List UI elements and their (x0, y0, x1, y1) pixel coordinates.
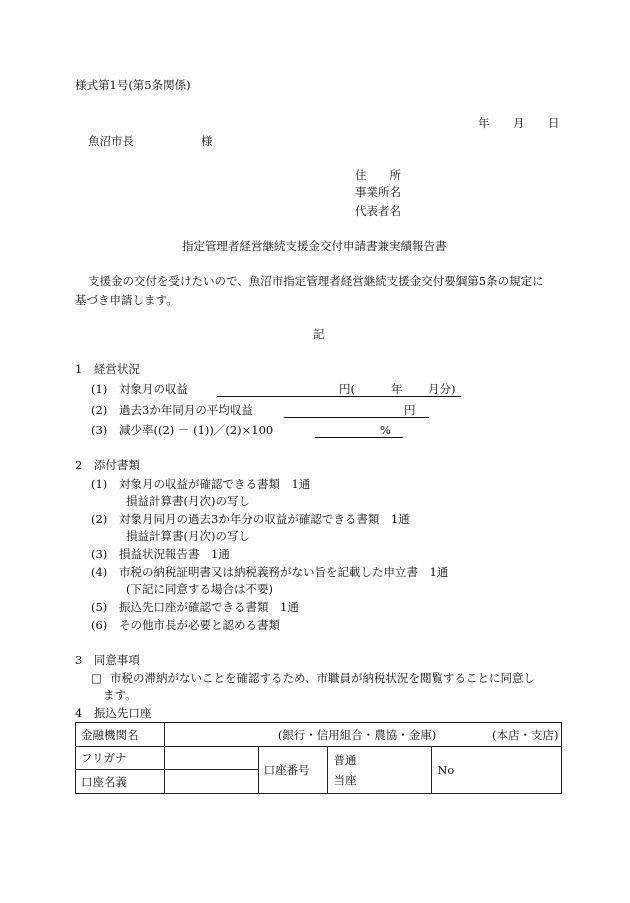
branch-types-text: (本店・支店) (491, 727, 559, 742)
section2-item-sub: 損益計算書(月次)の写し (126, 529, 250, 543)
section1-item2-label: 過去3か年同月の平均収益 (119, 403, 253, 417)
account-type-current: 当座 (333, 773, 357, 787)
date-day-label: 日 (548, 116, 560, 130)
section1-item1-label: 対象月の収益 (119, 382, 188, 396)
furigana-label: フリガナ (76, 747, 165, 770)
section2-item-sub: 損益計算書(月次)の写し (126, 494, 250, 508)
consent-text-line-2: ます。 (103, 688, 137, 702)
consent-text-line-1: 市税の滞納がないことを確認するため、市職員が納税状況を閲覧することに同意し (110, 671, 536, 685)
bank-account-table (75, 722, 562, 794)
section4-heading: 4 振込先口座 (75, 706, 152, 720)
section2-item-text: その他市長が必要と認める書類 (119, 618, 280, 632)
consent-checkbox[interactable]: □ (91, 671, 102, 685)
section1-item3-unit: % (380, 423, 391, 437)
section2-item-text: 振込先口座が確認できる書類 1通 (119, 600, 299, 614)
section1-item2-unit: 円 (404, 403, 416, 417)
intro-line-2: 基づき申請します。 (75, 293, 178, 307)
addressee-honorific: 様 (201, 134, 213, 148)
addressee-name: 魚沼市長 (88, 134, 134, 148)
section1-item3-number: (3) (91, 423, 108, 437)
section2-item-text: 対象月同月の過去3か年分の収益が確認できる書類 1通 (119, 512, 410, 526)
section1-heading: 1 経営状況 (75, 362, 140, 376)
section1-item1-unit: 円( (339, 382, 355, 396)
date-year-label: 年 (478, 116, 490, 130)
section2-item-text: 対象月の収益が確認できる書類 1通 (119, 477, 311, 491)
bank-types-text: (銀行・信用組合・農協・金庫) (277, 727, 437, 742)
applicant-business-label: 事業所名 (355, 185, 401, 199)
bank-name-label: 金融機関名 (76, 723, 165, 747)
section2-item-text: 市税の納税証明書又は納税義務がない旨を記載した申立書 1通 (119, 565, 449, 579)
section2-item-number: (2) (91, 512, 108, 526)
account-type-cell[interactable] (328, 747, 432, 794)
account-name-input[interactable] (164, 770, 258, 794)
section1-item1-month: 月分) (428, 382, 456, 396)
section1-item1-year: 年 (391, 382, 403, 396)
section2-item-number: (3) (91, 547, 108, 561)
account-no-label: No (437, 763, 455, 777)
date-month-label: 月 (513, 116, 525, 130)
form-number: 様式第1号(第5条関係) (75, 78, 191, 92)
applicant-address-label: 住 所 (355, 168, 401, 182)
section3-heading: 3 同意事項 (75, 653, 140, 667)
section1-item3-label: 減少率((2) － (1))／(2)×100 (119, 423, 274, 437)
ki-heading: 記 (313, 327, 325, 341)
section2-item-number: (1) (91, 477, 108, 491)
section1-item1-number: (1) (91, 382, 108, 396)
account-name-label: 口座名義 (76, 770, 165, 794)
section1-item2-number: (2) (91, 403, 108, 417)
furigana-input[interactable] (164, 747, 258, 770)
intro-line-1: 支援金の交付を受けたいので、魚沼市指定管理者経営継続支援金交付要綱第5条の規定に (88, 274, 544, 288)
document-title: 指定管理者経営継続支援金交付申請書兼実績報告書 (182, 239, 447, 253)
section2-item-number: (4) (91, 565, 108, 579)
applicant-representative-label: 代表者名 (355, 204, 401, 218)
section2-heading: 2 添付書類 (75, 458, 140, 472)
account-number-cell[interactable] (432, 747, 562, 794)
account-number-label: 口座番号 (258, 747, 328, 794)
section2-item-text: 損益状況報告書 1通 (119, 547, 230, 561)
section2-item-sub: (下記に同意する場合は不要) (126, 582, 273, 596)
section2-item-number: (5) (91, 600, 108, 614)
account-type-ordinary: 普通 (333, 753, 357, 767)
section2-item-number: (6) (91, 618, 108, 632)
bank-name-cell[interactable] (164, 723, 561, 747)
